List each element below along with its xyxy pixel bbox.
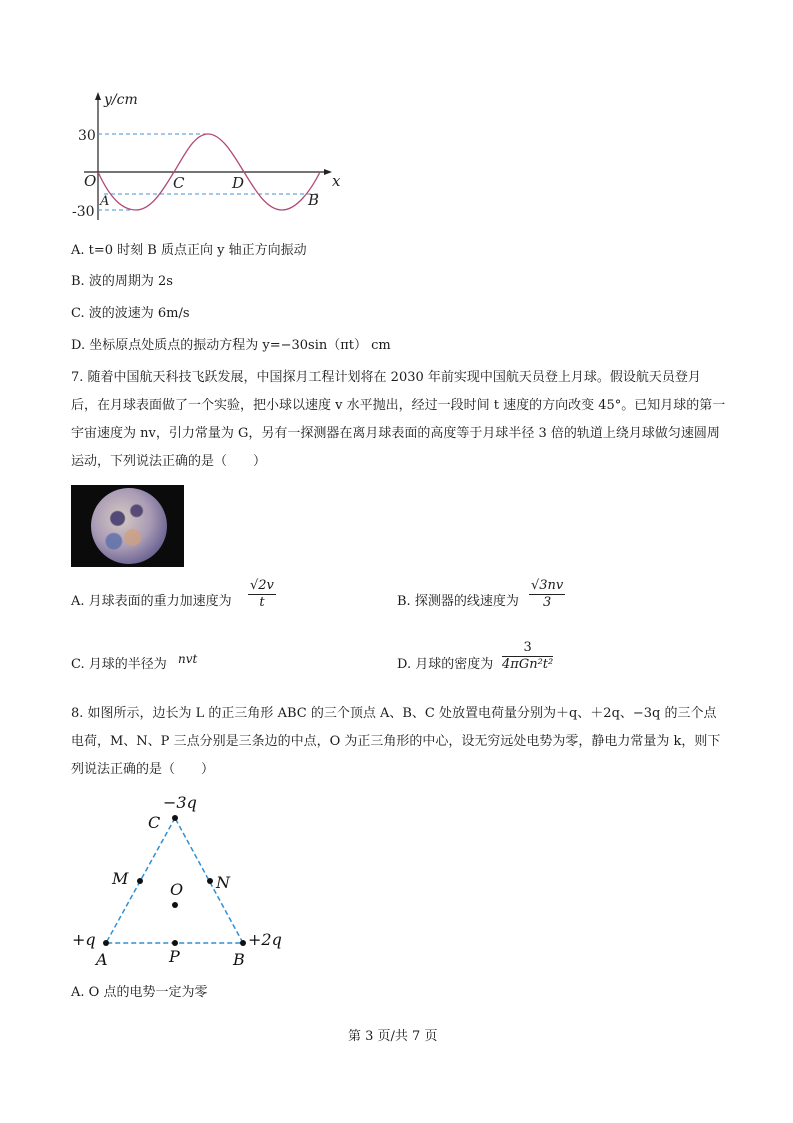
q7-option-b-fraction (529, 578, 565, 611)
tick-30: 30 (78, 128, 96, 144)
q7-option-a-numerator: √2v (250, 578, 274, 593)
point-B-dot (240, 940, 246, 946)
moon-photo (71, 485, 184, 567)
point-O-dot (172, 902, 178, 908)
charge-B-label: +2q (248, 930, 282, 949)
q7-option-b-denominator: 3 (543, 595, 552, 610)
point-A-label: A (100, 194, 110, 209)
point-D-label: D (232, 174, 245, 192)
point-N-label: N (216, 873, 230, 892)
q7-option-c: C. 月球的半径为 (71, 657, 167, 672)
x-axis-arrow (324, 169, 332, 175)
point-C-label: C (173, 174, 185, 192)
q7-option-d-denominator: 4πGn²t² (502, 657, 554, 672)
x-axis-label: x (332, 172, 341, 190)
q7-option-b-numerator: √3nv (531, 578, 564, 593)
q7-option-d-fraction (502, 640, 553, 673)
y-axis-label: y/cm (104, 92, 138, 108)
point-M-label: M (112, 869, 129, 888)
point-M-dot (137, 878, 143, 884)
point-P-dot (172, 940, 178, 946)
q7-option-c-formula: nvt (178, 652, 198, 666)
q6-option-a: A. t=0 时刻 B 质点正向 y 轴正方向振动 (71, 243, 307, 258)
point-C-label: C (148, 813, 161, 832)
q7-option-a-fraction (248, 578, 276, 611)
origin-label: O (84, 172, 97, 190)
triangle-diagram (68, 788, 298, 970)
moon-disc (91, 488, 167, 564)
point-P-label: P (169, 947, 180, 966)
q7-option-a: A. 月球表面的重力加速度为 (71, 594, 232, 609)
point-B-label: B (308, 191, 320, 209)
charge-C-label: −3q (163, 793, 197, 812)
point-B-label: B (233, 950, 245, 969)
charge-A-label: +q (72, 930, 96, 949)
point-A-label: A (96, 950, 108, 969)
q6-option-d: D. 坐标原点处质点的振动方程为 y=−30sin（πt） cm (71, 338, 391, 353)
q8-option-a: A. O 点的电势一定为零 (71, 985, 208, 1000)
wave-graph (70, 88, 360, 228)
q6-option-b: B. 波的周期为 2s (71, 274, 173, 289)
point-C-dot (172, 815, 178, 821)
q7-option-a-denominator: t (259, 595, 265, 610)
tick-neg30: -30 (72, 204, 95, 220)
q7-option-b: B. 探测器的线速度为 (397, 594, 519, 609)
point-A-dot (103, 940, 109, 946)
y-axis-arrow (95, 92, 101, 100)
q8-stem: 8. 如图所示，边长为 L 的正三角形 ABC 的三个顶点 A、B、C 处放置电荷量分别为＋q、＋2q、−3q 的三个点电荷，M、N、P 三点分别是三条边的中点，O 为正三角形的中心，设无穷远处电势为零，静电力常量为 k，则下列说法正确的是（ ） (71, 706, 721, 777)
point-N-dot (207, 878, 213, 884)
point-O-label: O (170, 880, 184, 899)
q6-option-c: C. 波的波速为 6m/s (71, 306, 190, 321)
page-footer: 第 3 页/共 7 页 (348, 1029, 438, 1044)
q7-stem: 7. 随着中国航天科技飞跃发展，中国探月工程计划将在 2030 年前实现中国航天员登上月球。假设航天员登月后，在月球表面做了一个实验，把小球以速度 v 水平抛出，经过一段时间 t 速度的方向改变 45°。已知月球的第一宇宙速度为 nv，引力常量为 G，另有一探测器在离月球表面的高度等于月球半径 3 倍的轨道上绕月球做匀速圆周运动，下列说法正确的是（ ） (71, 370, 726, 469)
q7-option-d-numerator: 3 (502, 640, 553, 657)
q7-option-d: D. 月球的密度为 (397, 657, 494, 672)
